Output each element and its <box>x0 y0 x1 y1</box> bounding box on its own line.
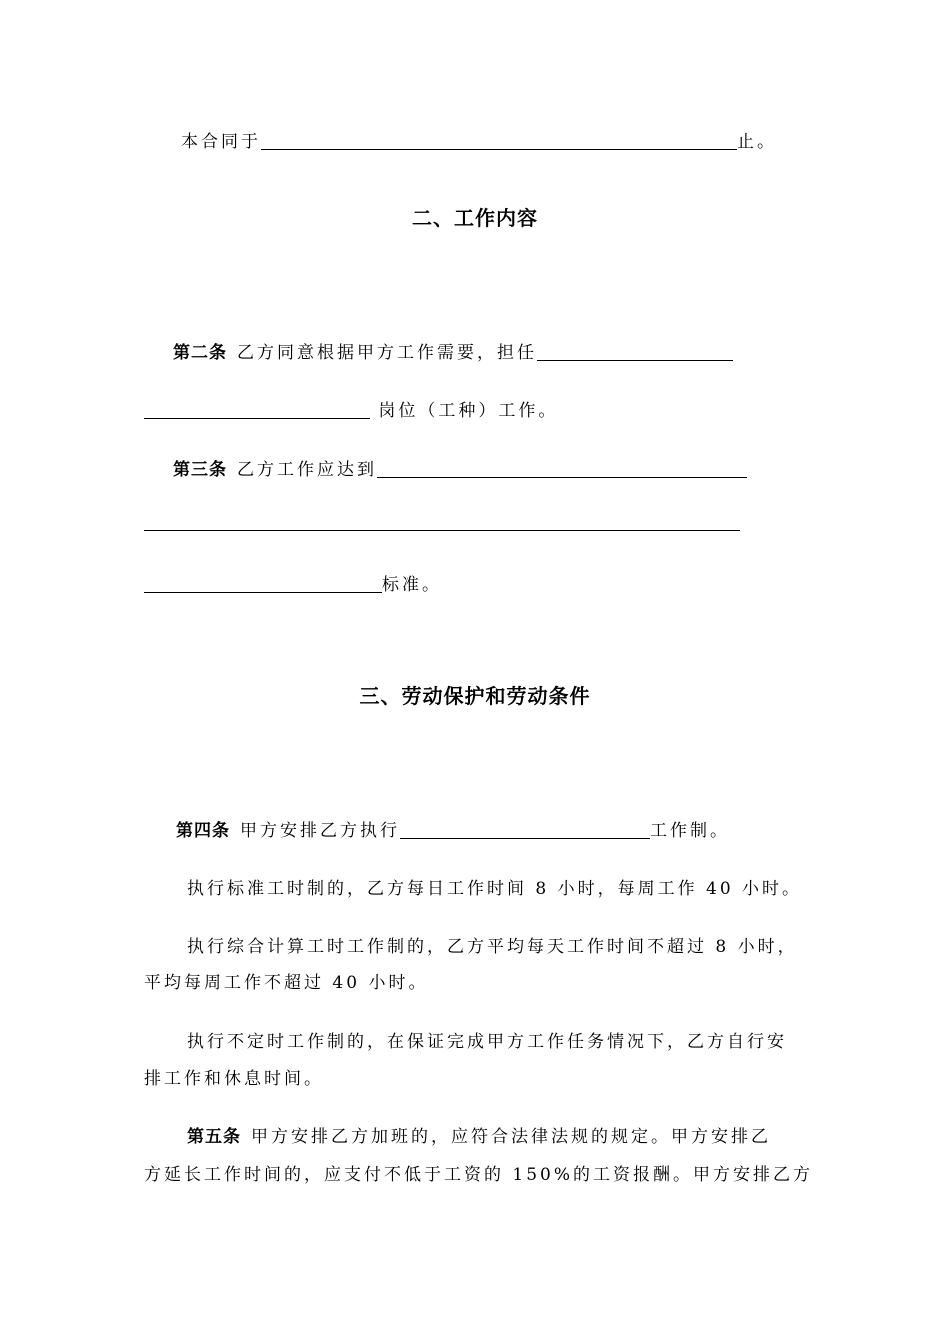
standard-hours-paragraph: 执行标准工时制的，乙方每日工作时间 8 小时，每周工作 40 小时。 <box>187 879 803 899</box>
standard-blank-2[interactable] <box>144 512 740 531</box>
article-4-text: 甲方安排乙方执行 <box>240 821 400 841</box>
article-5-label: 第五条 <box>187 1127 241 1147</box>
section-2-heading: 二、工作内容 <box>412 206 538 230</box>
article-2-cont: 岗位（工种）工作。 <box>378 401 559 421</box>
flexible-hours-line1: 执行不定时工作制的，在保证完成甲方工作任务情况下，乙方自行安 <box>187 1032 787 1052</box>
article-2-text: 乙方同意根据甲方工作需要，担任 <box>237 343 537 363</box>
section-3-heading: 三、劳动保护和劳动条件 <box>359 684 591 708</box>
article-3-line3 <box>144 570 442 595</box>
article-2-label: 第二条 <box>173 343 227 363</box>
article-3-label: 第三条 <box>173 460 227 480</box>
article-3-line2 <box>144 512 740 533</box>
article-3-text: 乙方工作应达到 <box>237 460 377 480</box>
contract-end-date-line <box>181 127 777 152</box>
contract-end-prefix: 本合同于 <box>181 132 261 152</box>
position-blank-2[interactable] <box>144 400 370 419</box>
standard-blank-3[interactable] <box>144 574 382 593</box>
position-blank-1[interactable] <box>537 342 733 361</box>
comprehensive-hours-line1: 执行综合计算工时工作制的，乙方平均每天工作时间不超过 8 小时， <box>187 937 798 957</box>
article-5-line1 <box>187 1122 771 1147</box>
contract-end-suffix: 止。 <box>737 132 777 152</box>
article-4-line <box>176 816 730 841</box>
article-3-end: 标准。 <box>382 575 442 595</box>
work-system-blank[interactable] <box>400 820 650 839</box>
article-2-line1 <box>173 338 733 363</box>
flexible-hours-line2: 排工作和休息时间。 <box>144 1069 324 1089</box>
standard-blank-1[interactable] <box>377 459 747 478</box>
article-3-line1 <box>173 455 747 480</box>
article-4-suffix: 工作制。 <box>650 821 730 841</box>
article-4-label: 第四条 <box>176 821 230 841</box>
article-5-line2: 方延长工作时间的，应支付不低于工资的 150%的工资报酬。甲方安排乙方 <box>144 1165 814 1185</box>
article-5-text1: 甲方安排乙方加班的，应符合法律法规的规定。甲方安排乙 <box>251 1127 771 1147</box>
article-2-line2 <box>144 396 558 421</box>
comprehensive-hours-line2: 平均每周工作不超过 40 小时。 <box>144 973 429 993</box>
end-date-blank[interactable] <box>261 131 737 150</box>
